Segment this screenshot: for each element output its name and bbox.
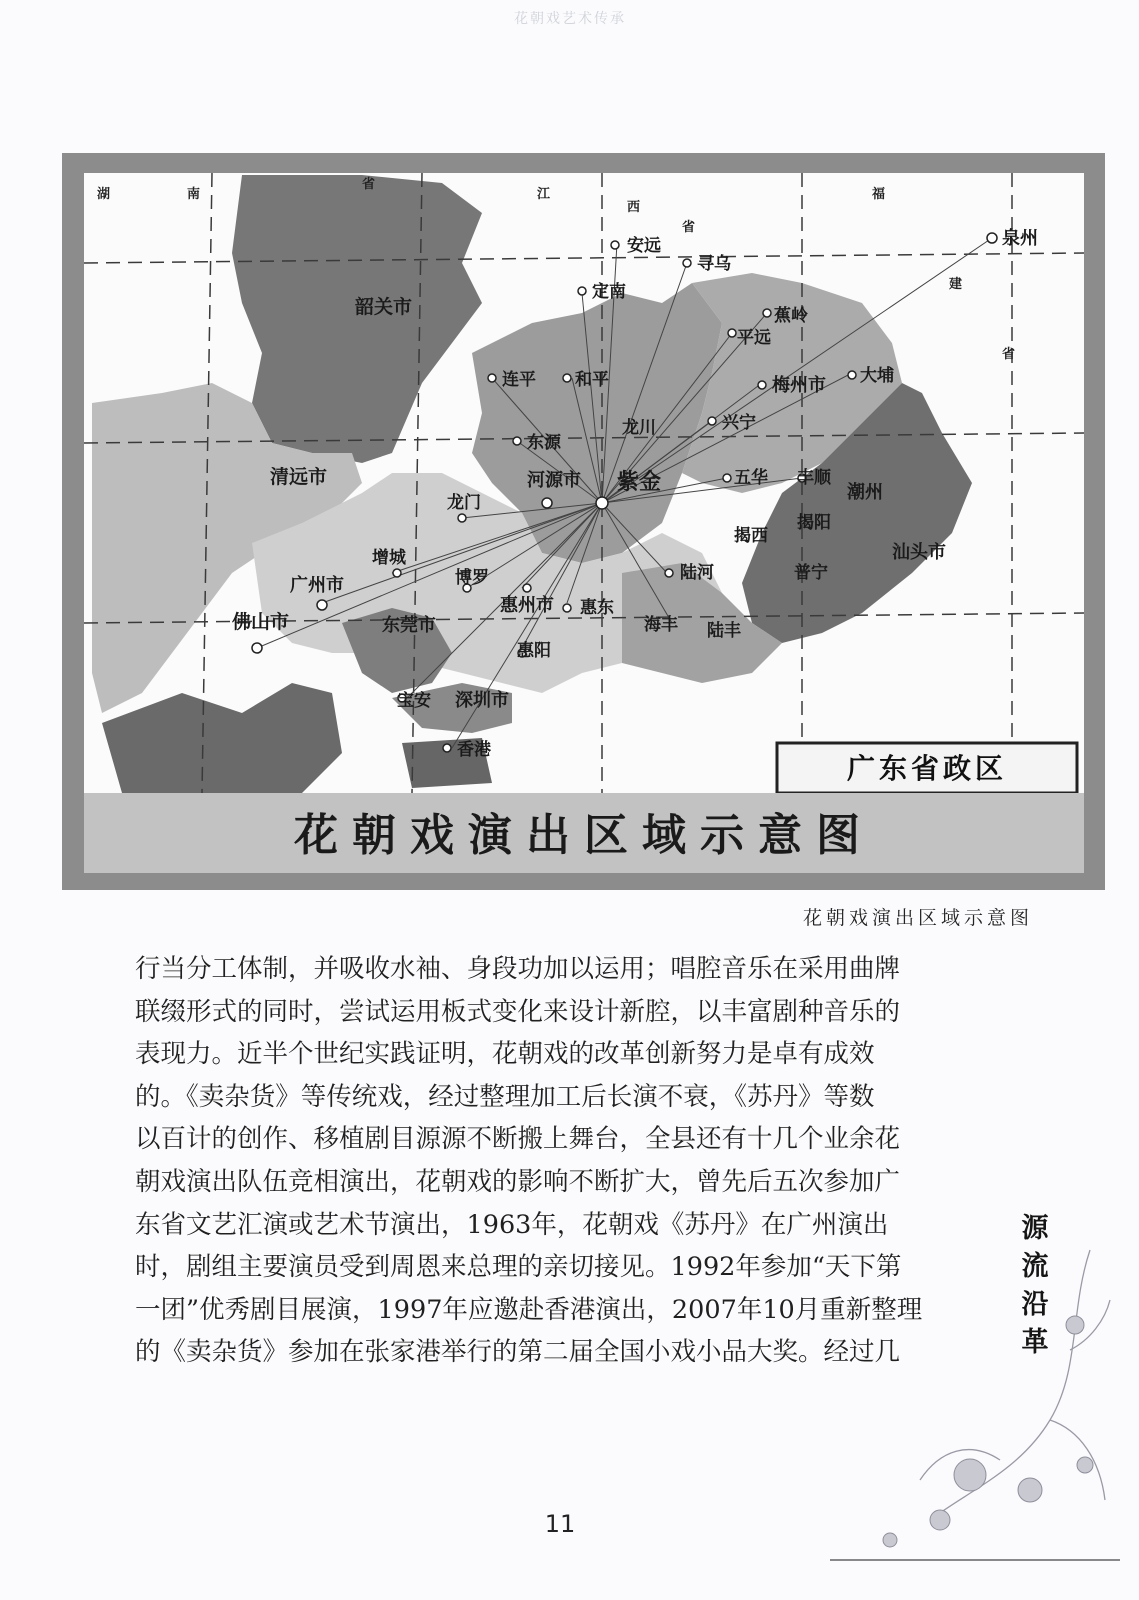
body-line: 以百计的创作、移植剧目源源不断搬上舞台，全县还有十几个业余花 <box>135 1124 901 1155</box>
label-sheng2: 省 <box>682 220 696 235</box>
body-line: 的。《卖杂货》等传统戏，经过整理加工后长演不衰，《苏丹》等数 <box>135 1081 875 1112</box>
map-title: 花朝戏演出区域示意图 <box>294 810 874 861</box>
running-header: 花朝戏艺术传承 <box>514 11 626 27</box>
map-figure <box>62 153 1105 890</box>
place-qingyuan: 清远市 <box>270 466 328 488</box>
body-line: 时，剧组主要演员受到周恩来总理的亲切接见。1992年参加“天下第 <box>135 1252 902 1283</box>
place-xingning: 兴宁 <box>722 413 756 433</box>
place-shantou: 汕头市 <box>892 542 946 563</box>
place-shaoguan: 韶关市 <box>355 296 413 318</box>
label-xi: 西 <box>627 200 641 215</box>
body-line: 朝戏演出队伍竞相演出，花朝戏的影响不断扩大，曾先后五次参加广 <box>135 1166 901 1197</box>
place-fengshun: 丰顺 <box>797 468 831 488</box>
label-sheng3: 省 <box>1002 347 1016 362</box>
label-nan: 南 <box>187 187 201 202</box>
place-anyuan: 安远 <box>627 236 661 256</box>
label-jiang: 江 <box>537 187 551 202</box>
place-puning: 普宁 <box>794 563 828 583</box>
side-title-char: 源 <box>1021 1213 1049 1244</box>
figure-caption: 花朝戏演出区域示意图 <box>802 907 1033 929</box>
place-lufeng: 陆丰 <box>707 621 741 641</box>
place-huiyang: 惠阳 <box>517 641 551 661</box>
place-longchuan: 龙川 <box>622 418 656 438</box>
place-jieyang: 揭阳 <box>797 513 831 533</box>
place-lianping: 连平 <box>502 370 536 390</box>
body-line: 的《卖杂货》参加在张家港举行的第二届全国小戏小品大奖。经过几 <box>135 1337 901 1368</box>
place-luhe: 陆河 <box>680 563 714 583</box>
place-heyuan: 河源市 <box>527 470 581 491</box>
floral-ornament-icon <box>820 1230 1120 1570</box>
place-huidong: 惠东 <box>580 598 614 618</box>
side-title-char: 革 <box>1021 1327 1049 1358</box>
label-jian: 建 <box>949 277 963 292</box>
place-boluo: 博罗 <box>455 568 489 588</box>
place-heping: 和平 <box>575 370 609 390</box>
place-dongguan: 东莞市 <box>382 615 436 636</box>
place-wuhua: 五华 <box>734 468 768 488</box>
place-meizhou: 梅州市 <box>772 375 826 396</box>
place-xunwu: 寻乌 <box>697 254 731 274</box>
page-number: 11 <box>544 1510 576 1538</box>
place-dongyuan: 东源 <box>527 433 561 453</box>
label-hu: 湖 <box>97 187 111 202</box>
body-line: 行当分工体制，并吸收水袖、身段功加以运用；唱腔音乐在采用曲牌 <box>135 954 901 984</box>
legend-label: 广东省政区 <box>846 752 1008 785</box>
place-shenzhen: 深圳市 <box>455 690 509 711</box>
side-title-char: 流 <box>1021 1251 1049 1282</box>
place-guangzhou: 广州市 <box>290 575 344 596</box>
place-longmen: 龙门 <box>447 493 481 513</box>
place-jiexi: 揭西 <box>734 526 768 546</box>
place-chaozhou: 潮州 <box>847 482 883 503</box>
map-svg <box>62 153 1105 890</box>
label-sheng1: 省 <box>362 177 376 192</box>
place-huizhou: 惠州市 <box>500 595 554 616</box>
place-zijin: 紫金 <box>617 470 662 495</box>
body-line: 联缀形式的同时，尝试运用板式变化来设计新腔，以丰富剧种音乐的 <box>135 996 901 1027</box>
place-zengcheng: 增城 <box>372 548 406 568</box>
label-fu: 福 <box>872 187 886 202</box>
place-hongkong: 香港 <box>457 740 491 760</box>
place-baoan: 宝安 <box>397 691 431 711</box>
place-pingyuan: 平远 <box>737 328 771 348</box>
place-haifeng: 海丰 <box>644 615 678 635</box>
place-jiaoling: 蕉岭 <box>774 306 808 326</box>
body-line: 一团”优秀剧目展演，1997年应邀赴香港演出，2007年10月重新整理 <box>135 1294 923 1325</box>
body-line: 东省文艺汇演或艺术节演出，1963年，花朝戏《苏丹》在广州演出 <box>135 1209 889 1240</box>
side-title-char: 沿 <box>1021 1289 1049 1320</box>
body-line: 表现力。近半个世纪实践证明，花朝戏的改革创新努力是卓有成效 <box>135 1039 875 1070</box>
place-quanzhou: 泉州 <box>1002 228 1038 249</box>
place-dabu: 大埔 <box>860 366 894 386</box>
place-foshan: 佛山市 <box>232 611 290 633</box>
place-dingnan: 定南 <box>592 282 626 302</box>
